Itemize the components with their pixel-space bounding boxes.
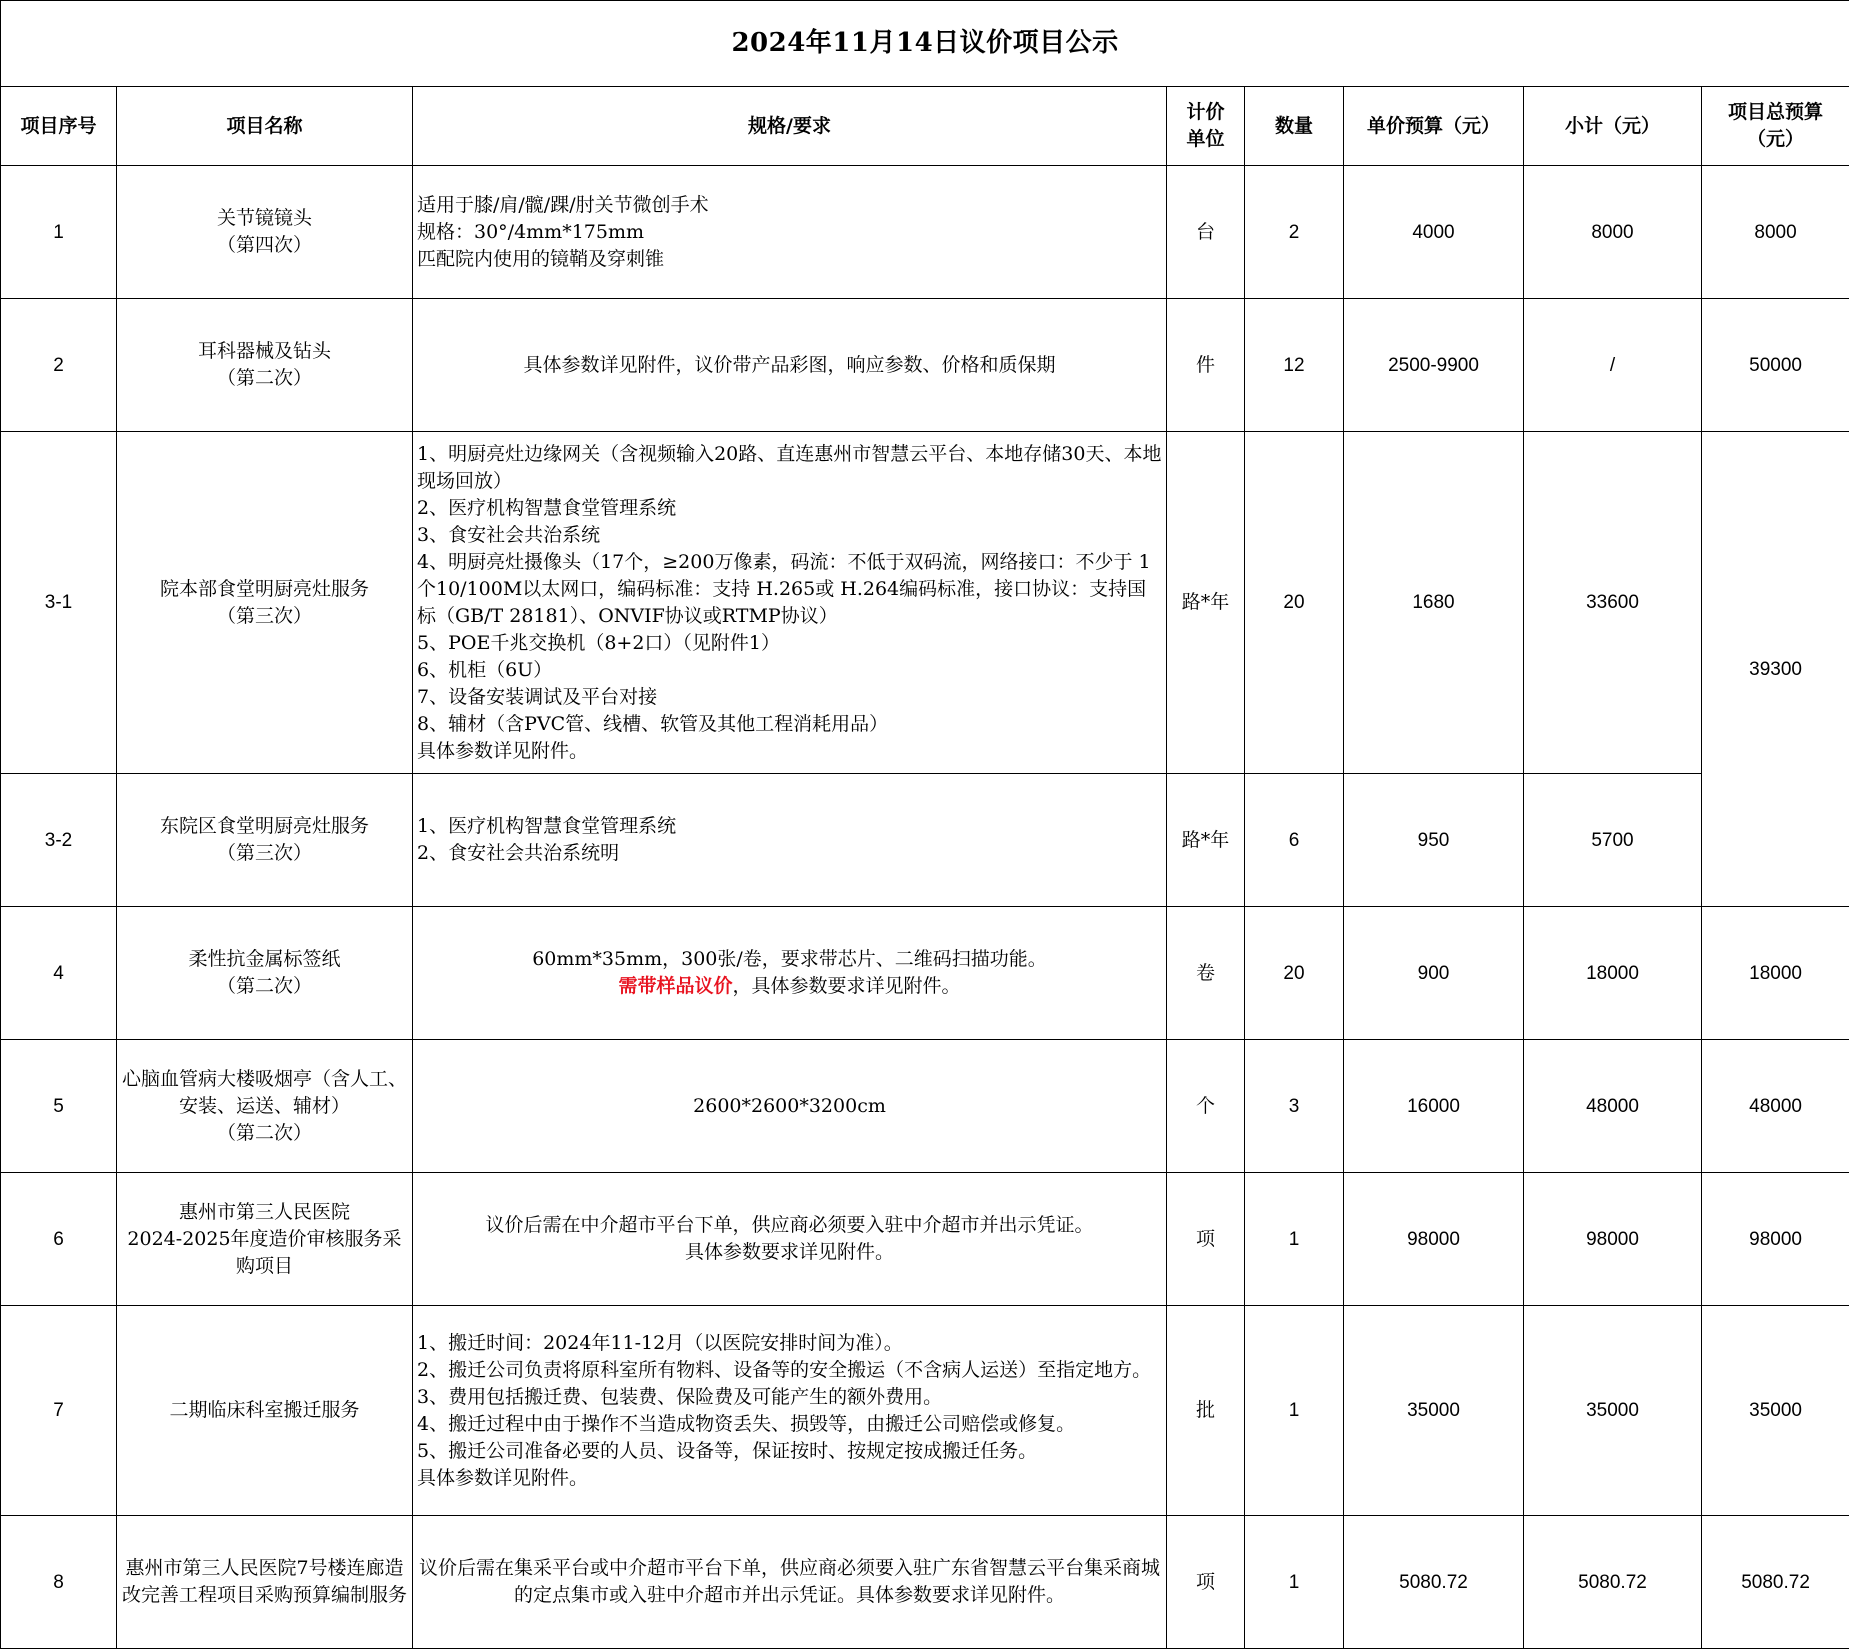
page-title: 2024年11月14日议价项目公示 (1, 1, 1849, 87)
row-seq: 1 (1, 166, 117, 299)
row-seq: 3-2 (1, 774, 117, 907)
row-total: 48000 (1702, 1040, 1849, 1173)
table-row (1, 299, 1849, 432)
row-qty: 1 (1245, 1306, 1344, 1516)
row-unit-price: 2500-9900 (1344, 299, 1524, 432)
row-total: 5080.72 (1702, 1516, 1849, 1649)
row-spec: 1、搬迁时间：2024年11-12月（以医院安排时间为准）。 2、搬迁公司负责将原科室所有物料、设备等的安全搬运（不含病人运送）至指定地方。 3、费用包括搬迁费、包装费、保险费及可能产生的额外费用。 4、搬迁过程中由于操作不当造成物资丢失、损毁等，由搬迁公司赔偿或修复。 5、搬迁公司准备必要的人员、设备等，保证按时、按规定按成搬迁任务。 具体参数详见附件。 (413, 1306, 1167, 1516)
row-unit: 批 (1167, 1306, 1245, 1516)
col-header-name: 项目名称 (117, 87, 413, 166)
row-name: 院本部食堂明厨亮灶服务 （第三次） (117, 432, 413, 774)
row-unit-price: 98000 (1344, 1173, 1524, 1306)
row-name: 惠州市第三人民医院7号楼连廊造改完善工程项目采购预算编制服务 (117, 1516, 413, 1649)
row-spec: 1、医疗机构智慧食堂管理系统 2、食安社会共治系统明 (413, 774, 1167, 907)
row-subtotal: 5700 (1524, 774, 1702, 907)
row-name: 东院区食堂明厨亮灶服务 （第三次） (117, 774, 413, 907)
row-unit-price: 16000 (1344, 1040, 1524, 1173)
row-spec: 2600*2600*3200cm (413, 1040, 1167, 1173)
table-row (1, 432, 1849, 774)
row-seq: 3-1 (1, 432, 117, 774)
row-spec: 议价后需在集采平台或中介超市平台下单，供应商必须要入驻广东省智慧云平台集采商城的定点集市或入驻中介超市并出示凭证。具体参数要求详见附件。 (413, 1516, 1167, 1649)
row-seq: 5 (1, 1040, 117, 1173)
row-unit: 项 (1167, 1516, 1245, 1649)
col-header-total: 项目总预算 （元） (1702, 87, 1849, 166)
table-row (1, 774, 1849, 907)
row-subtotal: 35000 (1524, 1306, 1702, 1516)
row-unit: 路*年 (1167, 774, 1245, 907)
row-total: 50000 (1702, 299, 1849, 432)
row-qty: 20 (1245, 432, 1344, 774)
table-row (1, 1306, 1849, 1516)
row-name: 关节镜镜头 （第四次） (117, 166, 413, 299)
row-qty: 1 (1245, 1173, 1344, 1306)
row-total: 35000 (1702, 1306, 1849, 1516)
row-subtotal: 33600 (1524, 432, 1702, 774)
col-header-spec: 规格/要求 (413, 87, 1167, 166)
col-header-seq: 项目序号 (1, 87, 117, 166)
row-spec: 60mm*35mm，300张/卷，要求带芯片、二维码扫描功能。 需带样品议价，具体参数要求详见附件。 (413, 907, 1167, 1040)
row-qty: 2 (1245, 166, 1344, 299)
col-header-unit: 计价 单位 (1167, 87, 1245, 166)
row-unit-price: 5080.72 (1344, 1516, 1524, 1649)
row-name: 耳科器械及钻头 （第二次） (117, 299, 413, 432)
row-subtotal: 48000 (1524, 1040, 1702, 1173)
row-qty: 3 (1245, 1040, 1344, 1173)
row-seq: 4 (1, 907, 117, 1040)
row-unit-price: 1680 (1344, 432, 1524, 774)
row-total: 98000 (1702, 1173, 1849, 1306)
col-header-unit-price: 单价预算（元） (1344, 87, 1524, 166)
row-name: 惠州市第三人民医院 2024-2025年度造价审核服务采购项目 (117, 1173, 413, 1306)
row-unit: 台 (1167, 166, 1245, 299)
row-seq: 7 (1, 1306, 117, 1516)
row-unit-price: 950 (1344, 774, 1524, 907)
row-seq: 8 (1, 1516, 117, 1649)
row-unit-price: 900 (1344, 907, 1524, 1040)
row-spec: 适用于膝/肩/髋/踝/肘关节微创手术 规格：30°/4mm*175mm 匹配院内使用的镜鞘及穿刺锥 (413, 166, 1167, 299)
row-subtotal: 5080.72 (1524, 1516, 1702, 1649)
row-subtotal: 18000 (1524, 907, 1702, 1040)
row-subtotal: 98000 (1524, 1173, 1702, 1306)
row-seq: 2 (1, 299, 117, 432)
row-total: 39300 (1702, 432, 1849, 907)
row-unit: 件 (1167, 299, 1245, 432)
row-subtotal: 8000 (1524, 166, 1702, 299)
row-spec: 议价后需在中介超市平台下单，供应商必须要入驻中介超市并出示凭证。 具体参数要求详见附件。 (413, 1173, 1167, 1306)
table-row (1, 907, 1849, 1040)
table-row (1, 1040, 1849, 1173)
row-unit-price: 35000 (1344, 1306, 1524, 1516)
row-spec: 具体参数详见附件，议价带产品彩图，响应参数、价格和质保期 (413, 299, 1167, 432)
row-unit: 卷 (1167, 907, 1245, 1040)
row-total: 8000 (1702, 166, 1849, 299)
row-qty: 12 (1245, 299, 1344, 432)
row-name: 柔性抗金属标签纸 （第二次） (117, 907, 413, 1040)
row-unit: 路*年 (1167, 432, 1245, 774)
row-name: 心脑血管病大楼吸烟亭（含人工、安装、运送、辅材） （第二次） (117, 1040, 413, 1173)
row-unit: 项 (1167, 1173, 1245, 1306)
table-row (1, 1516, 1849, 1649)
table-row (1, 1173, 1849, 1306)
row-subtotal: / (1524, 299, 1702, 432)
row-unit: 个 (1167, 1040, 1245, 1173)
sample-required-note: 需带样品议价 (618, 975, 733, 997)
row-unit-price: 4000 (1344, 166, 1524, 299)
row-spec: 1、明厨亮灶边缘网关（含视频输入20路、直连惠州市智慧云平台、本地存储30天、本地现场回放） 2、医疗机构智慧食堂管理系统 3、食安社会共治系统 4、明厨亮灶摄像头（17个，≥200万像素，码流：不低于双码流，网络接口：不少于 1 个10/100M以太网口，编码标准：支持 H.265或 H.264编码标准，接口协议：支持国标（GB/T 28181）、ONVIF协议或RTMP协议） 5、POE千兆交换机（8+2口）（见附件1） 6、机柜（6U） 7、设备安装调试及平台对接 8、辅材（含PVC管、线槽、软管及其他工程消耗用品） 具体参数详见附件。 (413, 432, 1167, 774)
row-total: 18000 (1702, 907, 1849, 1040)
col-header-subtotal: 小计（元） (1524, 87, 1702, 166)
header-row (1, 87, 1849, 166)
row-qty: 6 (1245, 774, 1344, 907)
row-qty: 1 (1245, 1516, 1344, 1649)
row-seq: 6 (1, 1173, 117, 1306)
row-qty: 20 (1245, 907, 1344, 1040)
table-row (1, 166, 1849, 299)
col-header-qty: 数量 (1245, 87, 1344, 166)
row-name: 二期临床科室搬迁服务 (117, 1306, 413, 1516)
